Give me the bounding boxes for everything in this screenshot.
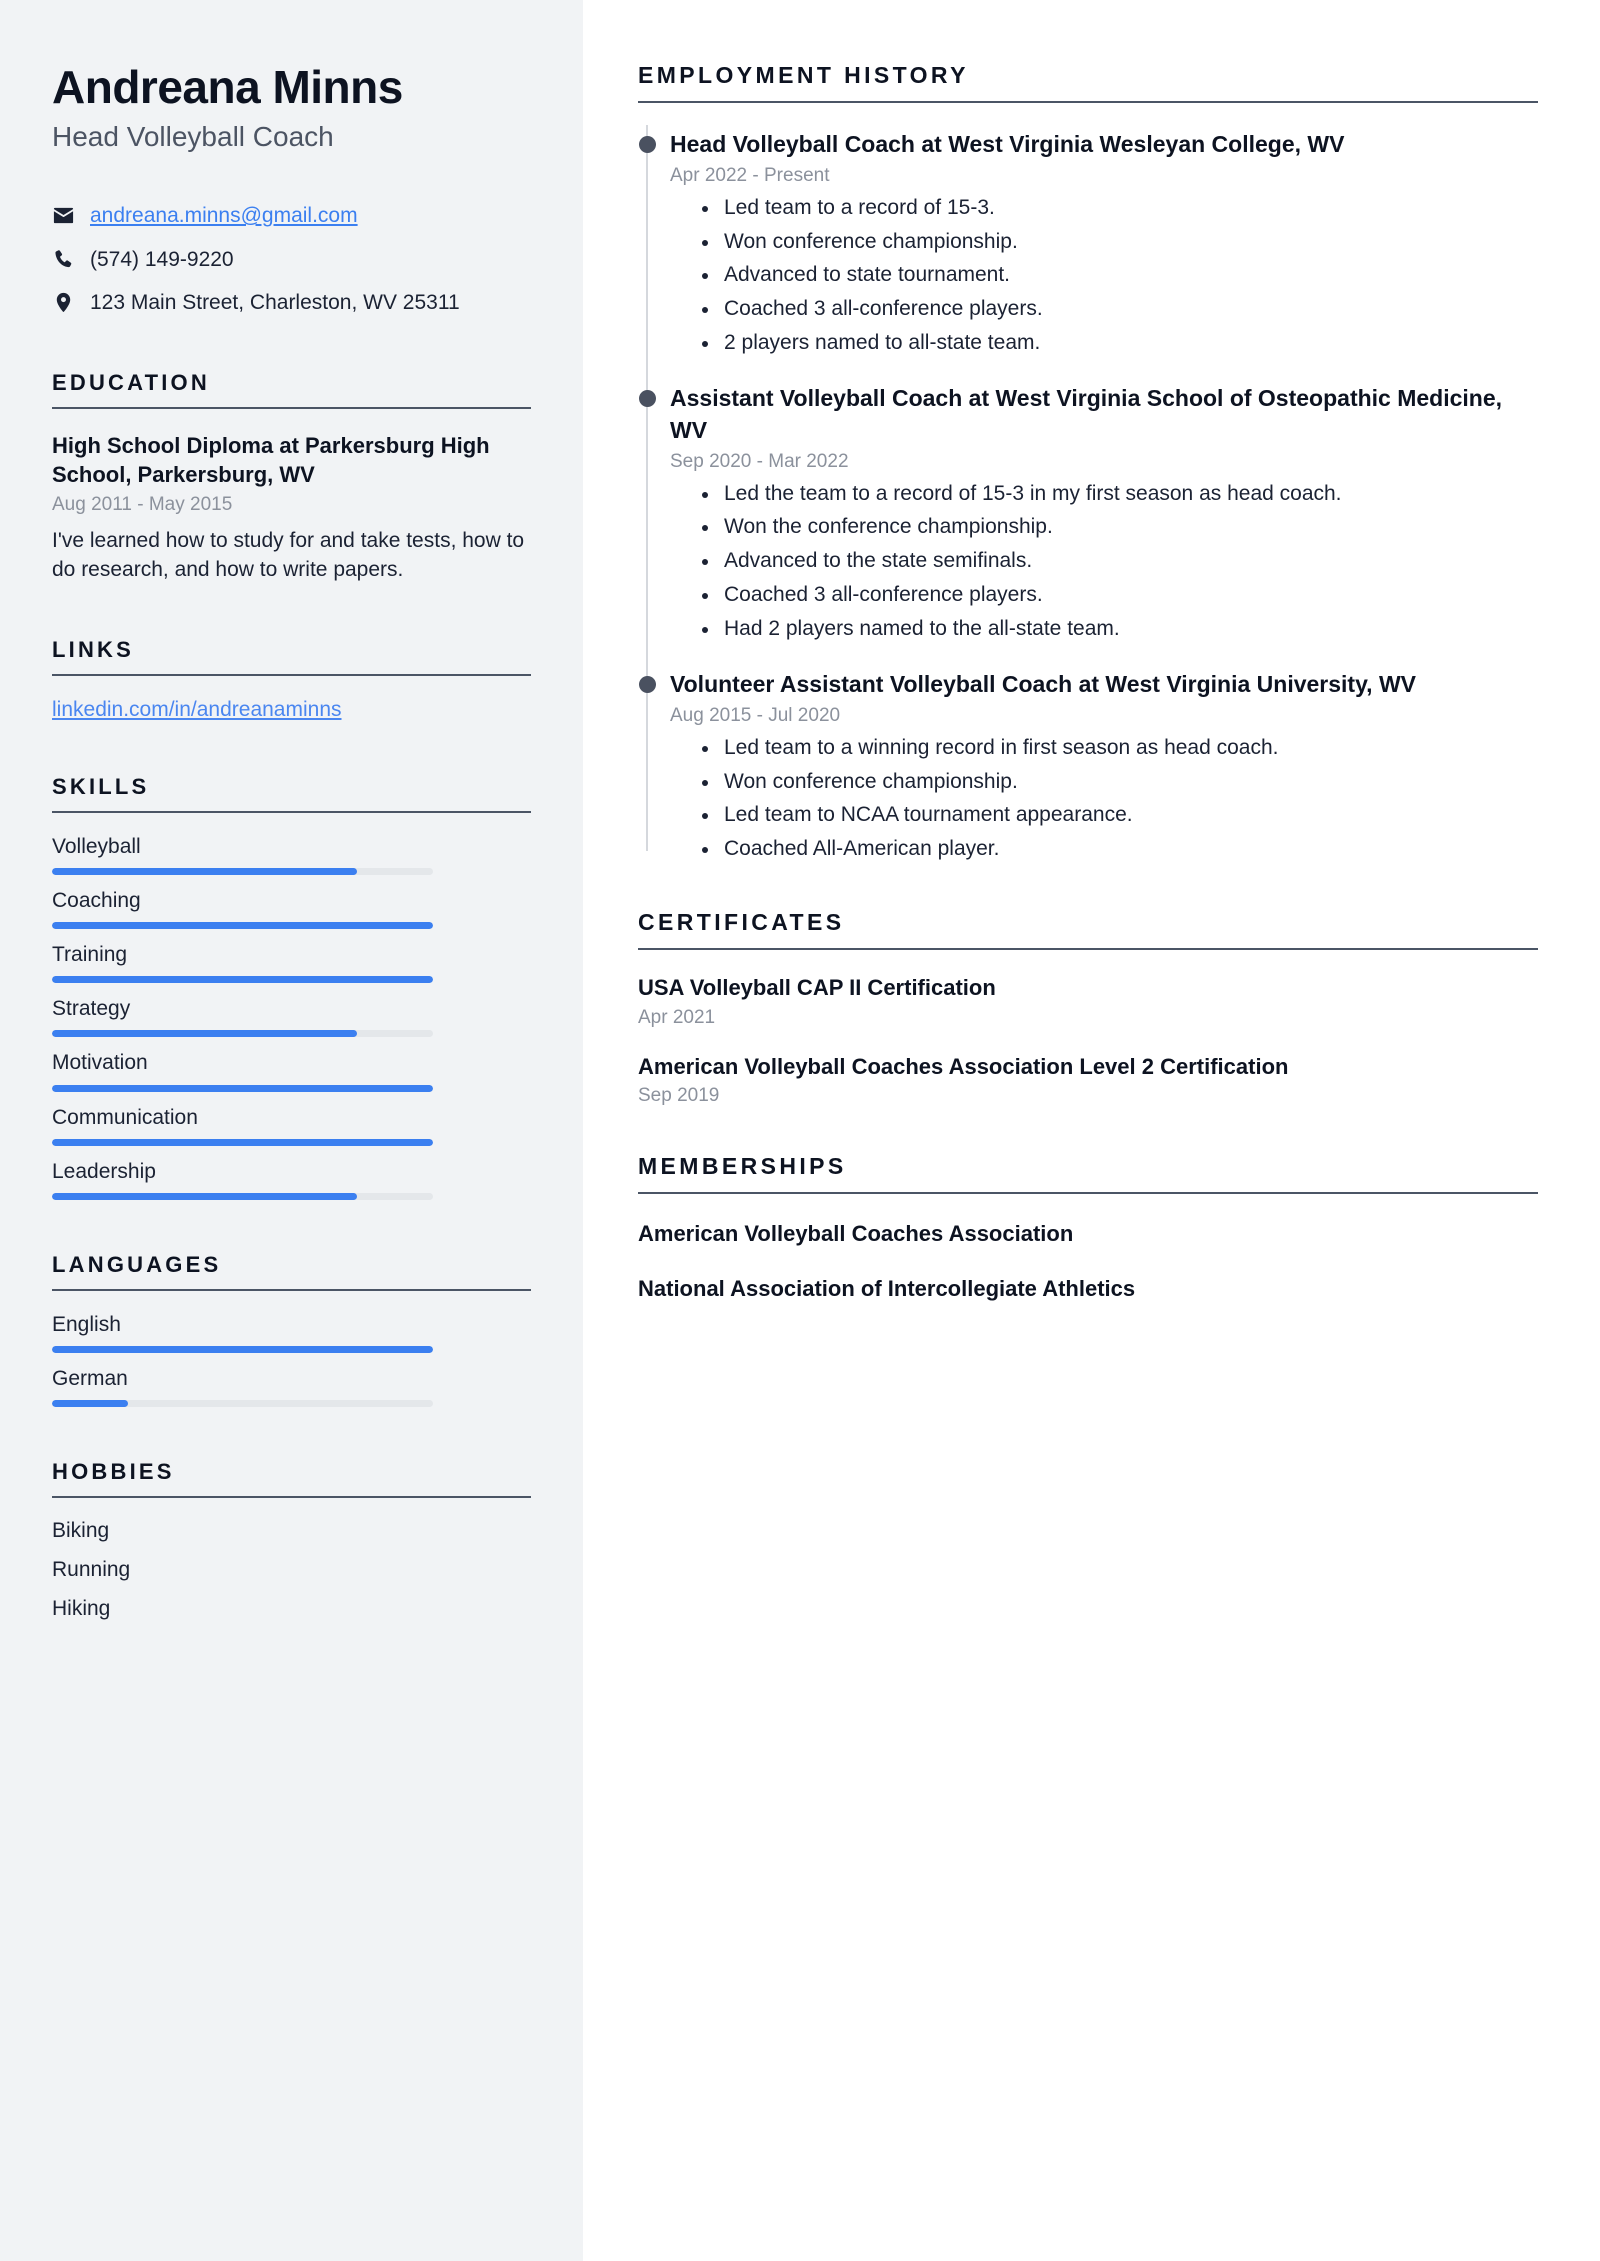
link-item-linkedin[interactable]: linkedin.com/in/andreanaminns: [52, 698, 342, 722]
education-entry-description: I've learned how to study for and take tests, how to do research, and how to write papers.: [52, 529, 525, 582]
skill-item: [52, 1106, 531, 1146]
timeline-dot-icon: [639, 390, 656, 407]
skill-bar-fill: [52, 1030, 357, 1037]
language-bar-track: [52, 1400, 433, 1407]
certificate-date: Apr 2021: [638, 1006, 716, 1028]
section-heading-memberships: MEMBERSHIPS: [638, 1153, 1538, 1194]
language-bar-track: [52, 1346, 433, 1353]
language-item: [52, 1313, 531, 1353]
certificate-name: USA Volleyball CAP II Certification: [638, 975, 996, 1001]
hobby-item: Running: [52, 1557, 131, 1581]
section-education: [52, 370, 531, 585]
section-heading-hobbies: HOBBIES: [52, 1459, 531, 1498]
employment-bullet: Won conference championship.: [724, 769, 1538, 796]
language-item: [52, 1367, 531, 1407]
skill-bar-track: [52, 922, 433, 929]
employment-bullet: Won conference championship.: [724, 229, 1538, 256]
section-links: [52, 637, 531, 722]
section-memberships: [638, 1153, 1538, 1303]
skill-label: Strategy: [52, 997, 131, 1021]
skill-label: Training: [52, 943, 128, 967]
section-heading-languages: LANGUAGES: [52, 1252, 531, 1291]
contact-phone-row: [52, 245, 531, 275]
contact-list: [52, 201, 531, 318]
skill-item: [52, 943, 531, 983]
certificate-entry: [638, 974, 1538, 1029]
employment-bullet: Coached All-American player.: [724, 836, 1538, 863]
skill-bar-fill: [52, 1193, 357, 1200]
skill-bar-fill: [52, 1085, 433, 1092]
skill-bar-track: [52, 1139, 433, 1146]
skill-label: Volleyball: [52, 835, 141, 859]
section-heading-certificates: CERTIFICATES: [638, 909, 1538, 950]
skill-bar-fill: [52, 922, 433, 929]
skill-bar-fill: [52, 976, 433, 983]
employment-bullet: Won the conference championship.: [724, 514, 1538, 541]
certificate-date: Sep 2019: [638, 1085, 720, 1107]
languages-body: [52, 1291, 531, 1407]
main-content: [583, 0, 1600, 1390]
language-label: English: [52, 1312, 121, 1336]
employment-entry: [670, 129, 1538, 357]
hobby-item: Biking: [52, 1518, 110, 1542]
skill-bar-fill: [52, 868, 357, 875]
education-entry-date: Aug 2011 - May 2015: [52, 494, 233, 516]
section-hobbies: [52, 1459, 531, 1619]
links-body: [52, 676, 531, 722]
timeline-dot-icon: [639, 136, 656, 153]
language-bar-fill: [52, 1400, 128, 1407]
employment-entry: [670, 383, 1538, 643]
employment-bullet: Had 2 players named to the all-state team.: [724, 616, 1538, 643]
section-heading-skills: SKILLS: [52, 774, 531, 813]
skill-bar-track: [52, 1193, 433, 1200]
skill-bar-track: [52, 976, 433, 983]
employment-bullet: Led team to a winning record in first season as head coach.: [724, 735, 1538, 762]
skill-label: Coaching: [52, 889, 141, 913]
sidebar: [0, 0, 583, 2261]
employment-bullet: Led the team to a record of 15-3 in my first season as head coach.: [724, 481, 1538, 508]
job-title-subtitle: Head Volleyball Coach: [52, 120, 334, 152]
contact-email-text[interactable]: andreana.minns@gmail.com: [90, 204, 358, 228]
skill-bar-track: [52, 1030, 433, 1037]
certificate-entry: [638, 1053, 1538, 1108]
skill-item: [52, 1160, 531, 1200]
contact-address-row: [52, 288, 531, 318]
section-heading-links: LINKS: [52, 637, 531, 676]
employment-date: Aug 2015 - Jul 2020: [670, 704, 841, 726]
membership-item: National Association of Intercollegiate Athletics: [638, 1275, 1136, 1301]
employment-bullet: Led team to a record of 15-3.: [724, 195, 1538, 222]
language-bar-fill: [52, 1346, 433, 1353]
skills-body: [52, 813, 531, 1200]
envelope-icon: [52, 201, 90, 227]
skill-label: Communication: [52, 1105, 198, 1129]
page-title: Andreana Minns: [52, 61, 403, 113]
hobby-item: Hiking: [52, 1596, 111, 1620]
section-languages: [52, 1252, 531, 1407]
education-entry-title: High School Diploma at Parkersburg High School, Parkersburg, WV: [52, 433, 490, 488]
skill-bar-fill: [52, 1139, 433, 1146]
employment-bullet: Coached 3 all-conference players.: [724, 582, 1538, 609]
employment-timeline: [638, 103, 1538, 863]
language-label: German: [52, 1366, 128, 1390]
employment-title: Assistant Volleyball Coach at West Virginia School of Osteopathic Medicine, WV: [670, 385, 1503, 443]
employment-title: Volunteer Assistant Volleyball Coach at West Virginia University, WV: [670, 670, 1416, 697]
employment-bullet: 2 players named to all-state team.: [724, 330, 1538, 357]
membership-item: American Volleyball Coaches Association: [638, 1221, 1074, 1247]
employment-bullets: [670, 195, 1538, 357]
skill-label: Leadership: [52, 1159, 156, 1183]
contact-address-text: 123 Main Street, Charleston, WV 25311: [90, 290, 460, 314]
employment-bullet: Advanced to state tournament.: [724, 262, 1538, 289]
contact-phone-text: (574) 149-9220: [90, 247, 234, 271]
education-body: [52, 409, 531, 585]
skill-bar-track: [52, 868, 433, 875]
employment-entry: [670, 669, 1538, 863]
phone-icon: [52, 245, 90, 271]
section-skills: [52, 774, 531, 1200]
skill-label: Motivation: [52, 1051, 148, 1075]
skill-item: [52, 997, 531, 1037]
section-employment-history: [638, 62, 1538, 863]
skill-bar-track: [52, 1085, 433, 1092]
skill-item: [52, 1051, 531, 1091]
timeline-dot-icon: [639, 676, 656, 693]
employment-bullets: [670, 735, 1538, 864]
education-entry: [52, 431, 531, 585]
employment-bullets: [670, 481, 1538, 643]
map-pin-icon: [52, 288, 90, 314]
employment-bullet: Coached 3 all-conference players.: [724, 296, 1538, 323]
section-heading-education: EDUCATION: [52, 370, 531, 409]
hobbies-body: [52, 1498, 531, 1619]
employment-title: Head Volleyball Coach at West Virginia Wesleyan College, WV: [670, 131, 1345, 157]
section-heading-employment: EMPLOYMENT HISTORY: [638, 62, 1538, 103]
employment-date: Apr 2022 - Present: [670, 164, 830, 186]
employment-date: Sep 2020 - Mar 2022: [670, 450, 849, 472]
section-certificates: [638, 909, 1538, 1107]
employment-bullet: Advanced to the state semifinals.: [724, 548, 1538, 575]
skill-item: [52, 835, 531, 875]
contact-email-row[interactable]: [52, 201, 531, 231]
certificate-name: American Volleyball Coaches Association Level 2 Certification: [638, 1053, 1289, 1079]
skill-item: [52, 889, 531, 929]
employment-bullet: Led team to NCAA tournament appearance.: [724, 802, 1538, 829]
